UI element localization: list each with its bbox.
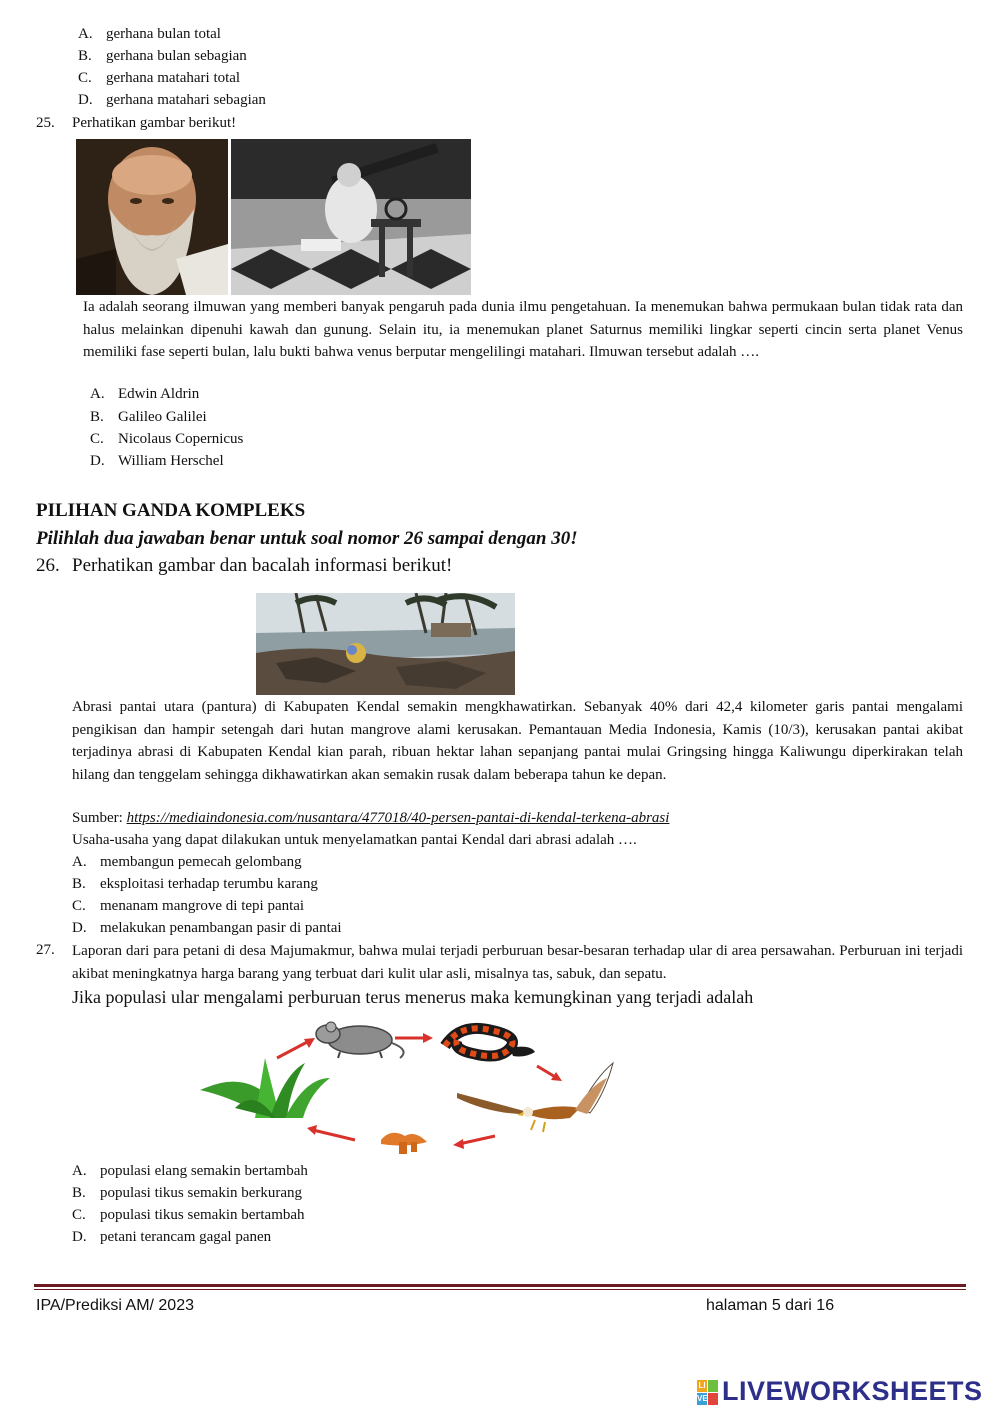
q27-passage: Laporan dari para petani di desa Majumakmur, bahwa mulai terjadi perburuan besar-besaran terhadap ular di area persawahan. Perburuan ini terjadi akibat meningkatnya harga barang yang terbuat dari kulit ular asli, misalnya tas, sabuk, dan sepatu.	[72, 943, 963, 982]
q26-option-a[interactable]: A. membangun pemecah gelombang	[72, 854, 302, 870]
q25-option-a[interactable]: A. Edwin Aldrin	[90, 386, 200, 402]
arrow-mushroom-to-grass	[307, 1125, 355, 1140]
section-heading: PILIHAN GANDA KOMPLEKS	[36, 500, 306, 521]
eagle-icon	[457, 1063, 613, 1132]
q24-option-c[interactable]: C. gerhana matahari total	[78, 70, 241, 86]
q26-prompt: Perhatikan gambar dan bacalah informasi berikut!	[72, 555, 453, 576]
q25-option-d[interactable]: D. William Herschel	[90, 453, 224, 469]
q25-prompt: Perhatikan gambar berikut!	[72, 115, 237, 131]
logo-mark-top: LI	[698, 1381, 706, 1390]
q25-option-b[interactable]: B. Galileo Galilei	[90, 409, 207, 425]
arrow-grass-to-mouse	[277, 1038, 315, 1058]
section-instruction: Pilihlah dua jawaban benar untuk soal nomor 26 sampai dengan 30!	[36, 528, 578, 549]
q27-option-b[interactable]: B. populasi tikus semakin berkurang	[72, 1185, 303, 1201]
q26-question: Usaha-usaha yang dapat dilakukan untuk menyelamatkan pantai Kendal dari abrasi adalah ….	[72, 832, 637, 848]
q27-number: 27.	[36, 942, 55, 958]
arrow-snake-to-eagle	[537, 1066, 562, 1081]
galileo-portrait-image	[76, 139, 228, 295]
q24-option-a[interactable]: A. gerhana bulan total	[78, 26, 221, 42]
liveworksheets-logo-icon	[697, 1380, 719, 1406]
footer-rule-thin	[34, 1289, 966, 1290]
footer-left: IPA/Prediksi AM/ 2023	[36, 1297, 194, 1314]
footer-rule-thick	[34, 1284, 966, 1287]
q27-option-c[interactable]: C. populasi tikus semakin bertambah	[72, 1207, 305, 1223]
q27-option-a[interactable]: A. populasi elang semakin bertambah	[72, 1163, 308, 1179]
footer-page-number: halaman 5 dari 16	[706, 1297, 835, 1314]
food-chain-diagram	[195, 1018, 625, 1160]
arrow-eagle-to-mushroom	[453, 1136, 495, 1149]
arrow-mouse-to-snake	[395, 1033, 433, 1043]
mushroom-icon	[381, 1133, 427, 1154]
q25-passage: Ia adalah seorang ilmuwan yang memberi banyak pengaruh pada dunia ilmu pengetahuan. Ia menemukan bahwa permukaan bulan tidak rata dan halus melainkan dipenuhi kawah dan gunung. Selain itu, ia menemukan planet Saturnus memiliki lingkar seperti cincin serta planet Venus memiliki fase seperti bulan, lalu bukti bahwa venus berputar mengelilingi matahari. Ilmuwan tersebut adalah ….	[83, 299, 963, 361]
mouse-icon	[316, 1022, 404, 1058]
q26-number: 26.	[36, 555, 60, 576]
q25-number: 25.	[36, 115, 55, 131]
q26-option-d[interactable]: D. melakukan penambangan pasir di pantai	[72, 920, 342, 936]
q26-source-link[interactable]: https://mediaindonesia.com/nusantara/477018/40-persen-pantai-di-kendal-terkena-abrasi	[126, 810, 670, 826]
galileo-telescope-image	[231, 139, 471, 295]
q26-option-b[interactable]: B. eksploitasi terhadap terumbu karang	[72, 876, 318, 892]
grass-icon	[200, 1058, 330, 1118]
q27-question: Jika populasi ular mengalami perburuan terus menerus maka kemungkinan yang terjadi adalah	[72, 987, 754, 1007]
q27-option-d[interactable]: D. petani terancam gagal panen	[72, 1229, 272, 1245]
q26-option-c[interactable]: C. menanam mangrove di tepi pantai	[72, 898, 305, 914]
q24-option-d[interactable]: D. gerhana matahari sebagian	[78, 92, 266, 108]
q26-source: Sumber: https://mediaindonesia.com/nusantara/477018/40-persen-pantai-di-kendal-terkena-abrasi	[72, 810, 670, 826]
logo-mark-bottom: VE	[697, 1394, 708, 1403]
q26-passage: Abrasi pantai utara (pantura) di Kabupaten Kendal semakin mengkhawatirkan. Sebanyak 40% dari 42,4 kilometer garis pantai mengalami pengikisan dan hampir setengah dari hutan mangrove alami kerusakan. Pemantauan Media Indonesia, Kamis (10/3), kerusakan pantai akibat terjadinya abrasi di Kabupaten Kendal kian parah, ribuan hektar lahan sepanjang pantai mulai Gringsing hingga Kaliwungu diperkirakan telah hilang dan tenggelam sehingga dikhawatirkan akan semakin rusak dalam beberapa tahun ke depan.	[72, 699, 963, 783]
liveworksheets-brand[interactable]: LIVEWORKSHEETS	[722, 1376, 983, 1406]
snake-icon	[445, 1028, 535, 1056]
abrasion-beach-image	[256, 593, 515, 695]
q25-option-c[interactable]: C. Nicolaus Copernicus	[90, 431, 244, 447]
q24-option-b[interactable]: B. gerhana bulan sebagian	[78, 48, 247, 64]
